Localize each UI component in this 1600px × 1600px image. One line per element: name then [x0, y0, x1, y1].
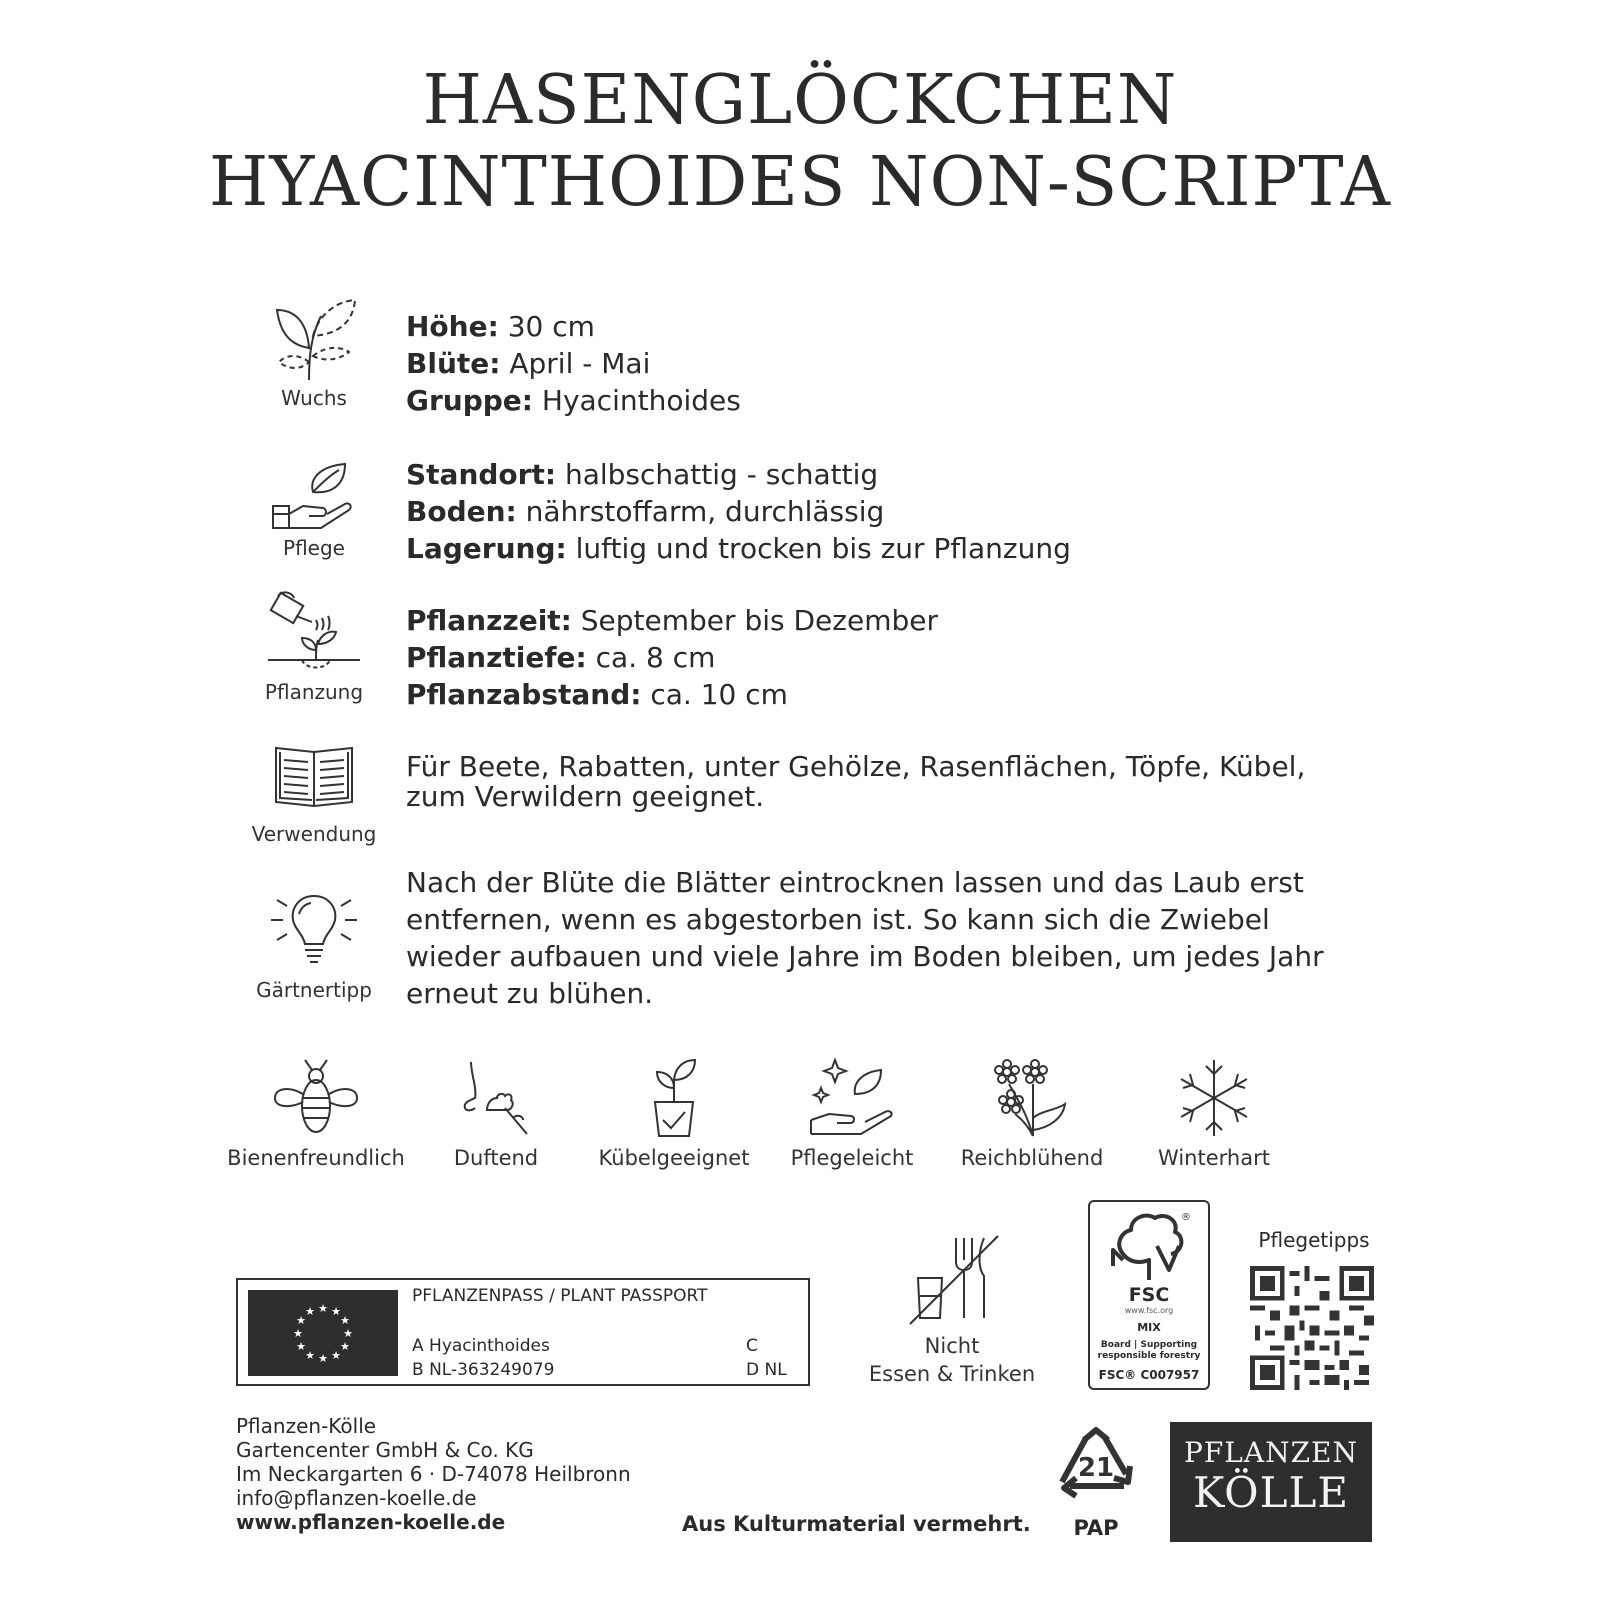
feature-duftend: [406, 1058, 586, 1170]
svg-text:★: ★: [305, 1305, 315, 1318]
brand-line-2: KÖLLE: [1192, 1468, 1350, 1517]
no-food-icon: [902, 1232, 1002, 1328]
feature-kuebelgeeignet: [584, 1058, 764, 1170]
plant-passport: [236, 1278, 810, 1386]
boden-line: [406, 493, 1366, 530]
recycle-number: 21: [1077, 1453, 1115, 1483]
fsc-line-1: Board | Supporting: [1100, 1340, 1198, 1350]
hand-leaf-icon: [269, 462, 359, 532]
hoehe-value: 30 cm: [498, 310, 595, 343]
lagerung-value: luftig und trocken bis zur Pflanzung: [566, 532, 1071, 565]
watering-can-icon: [266, 590, 362, 676]
pflanzung-caption: Pflanzung: [264, 680, 364, 704]
passport-b: B NL-363249079: [412, 1360, 555, 1380]
svg-text:★: ★: [331, 1305, 341, 1318]
pflege-block: [244, 462, 384, 560]
fsc-label: [1088, 1200, 1210, 1390]
bee-icon: [271, 1058, 361, 1138]
address-line-1: Pflanzen-Kölle: [236, 1414, 377, 1438]
not-food-line-2: Essen & Trinken: [868, 1362, 1036, 1386]
feature-bienenfreundlich: [226, 1058, 406, 1170]
bluete-line: [406, 345, 1366, 382]
feature-pflegeleicht: [762, 1058, 942, 1170]
fsc-mix: MIX: [1137, 1321, 1161, 1334]
address-line-3: Im Neckargarten 6 · D-74078 Heilbronn: [236, 1462, 631, 1486]
tipp-caption: Gärtnertipp: [256, 978, 372, 1002]
passport-title: PFLANZENPASS / PLANT PASSPORT: [412, 1286, 708, 1306]
pflanzzeit-value: September bis Dezember: [571, 604, 938, 637]
feature-winterhart: [1124, 1058, 1304, 1170]
svg-text:★: ★: [305, 1349, 315, 1362]
address-line-2: Gartencenter GmbH & Co. KG: [236, 1438, 534, 1462]
feature-reichbluehend: [942, 1058, 1122, 1170]
tipp-details: [406, 864, 1366, 1012]
gruppe-label: Gruppe:: [406, 384, 533, 417]
svg-text:★: ★: [343, 1327, 353, 1340]
svg-text:★: ★: [340, 1314, 350, 1327]
nose-flower-icon: [451, 1058, 541, 1138]
not-food-block: [862, 1232, 1042, 1388]
svg-text:★: ★: [318, 1352, 328, 1365]
passport-c: C: [746, 1336, 758, 1356]
pflanzabstand-line: [406, 676, 1366, 713]
pflege-caption: Pflege: [283, 536, 345, 560]
fsc-url: www.fsc.org: [1124, 1306, 1174, 1315]
address-website: www.pflanzen-koelle.de: [236, 1510, 506, 1534]
boden-value: nährstoffarm, durchlässig: [516, 495, 885, 528]
brand-logo: [1170, 1422, 1372, 1542]
feature-kuebelgeeignet-label: Kübelgeeignet: [598, 1146, 750, 1170]
svg-text:★: ★: [331, 1349, 341, 1362]
svg-text:★: ★: [296, 1340, 306, 1353]
pflanzabstand-label: Pflanzabstand:: [406, 678, 642, 711]
brand-line-1: PFLANZEN: [1184, 1436, 1358, 1469]
verwendung-caption: Verwendung: [251, 822, 377, 846]
lightbulb-icon: [269, 888, 359, 964]
page-title: [0, 60, 1600, 224]
pflanzung-details: [406, 602, 1366, 713]
feature-winterhart-label: Winterhart: [1158, 1146, 1270, 1170]
fsc-tree-icon: [1109, 1210, 1189, 1286]
pflanzabstand-value: ca. 10 cm: [641, 678, 788, 711]
wuchs-block: [244, 296, 384, 410]
gruppe-line: [406, 382, 1366, 419]
address-email: info@pflanzen-koelle.de: [236, 1486, 477, 1510]
recycling-block: [1046, 1426, 1146, 1540]
hoehe-line: [406, 308, 1366, 345]
book-icon: [272, 744, 356, 810]
not-food-line-1: Nicht: [924, 1334, 980, 1358]
verwendung-text: Für Beete, Rabatten, unter Gehölze, Rasenflächen, Töpfe, Kübel, zum Verwildern geeignet.: [406, 750, 1306, 813]
feature-reichbluehend-label: Reichblühend: [960, 1146, 1104, 1170]
fsc-line-2: responsible forestry: [1097, 1351, 1201, 1361]
recycle-icon: [1046, 1426, 1146, 1516]
pflege-details: [406, 456, 1366, 567]
gruppe-value: Hyacinthoides: [533, 384, 741, 417]
wuchs-caption: Wuchs: [281, 386, 347, 410]
feature-bienenfreundlich-label: Bienenfreundlich: [227, 1146, 405, 1170]
boden-label: Boden:: [406, 495, 517, 528]
tipp-block: [244, 888, 384, 1002]
lagerung-label: Lagerung:: [406, 532, 567, 565]
wuchs-details: [406, 308, 1366, 419]
feature-pflegeleicht-label: Pflegeleicht: [790, 1146, 914, 1170]
passport-d: D NL: [746, 1360, 787, 1380]
hoehe-label: Höhe:: [406, 310, 499, 343]
bluete-label: Blüte:: [406, 347, 501, 380]
tipp-text: Nach der Blüte die Blätter eintrocknen lassen und das Laub erst entfernen, wenn es abgestorben ist. So kann sich die Zwiebel wieder aufbauen und viele Jahre im Boden bleiben, um jedes Jahr erneut zu blühen.: [406, 866, 1324, 1010]
svg-text:★: ★: [318, 1302, 328, 1315]
title-line-2: HYACINTHOIDES NON-SCRIPTA: [209, 143, 1391, 222]
passport-a: A Hyacinthoides: [412, 1336, 550, 1356]
pflanztiefe-label: Pflanztiefe:: [406, 641, 587, 674]
eu-stars: [248, 1290, 398, 1376]
verwendung-details: [406, 752, 1366, 812]
plant-leaves-icon: [269, 296, 359, 382]
qr-caption: Pflegetipps: [1258, 1228, 1370, 1252]
flowers-icon: [987, 1058, 1077, 1138]
svg-text:★: ★: [340, 1340, 350, 1353]
feature-duftend-label: Duftend: [453, 1146, 539, 1170]
bluete-value: April - Mai: [500, 347, 651, 380]
svg-text:®: ®: [1181, 1212, 1191, 1223]
pflanztiefe-value: ca. 8 cm: [586, 641, 716, 674]
title-line-1: HASENGLÖCKCHEN: [422, 61, 1178, 140]
company-address: [236, 1414, 631, 1534]
svg-text:★: ★: [293, 1327, 303, 1340]
lagerung-line: [406, 530, 1366, 567]
standort-line: [406, 456, 1366, 493]
pflanzzeit-line: [406, 602, 1366, 639]
pflanzzeit-label: Pflanzzeit:: [406, 604, 572, 637]
svg-text:★: ★: [296, 1314, 306, 1327]
qr-code-icon[interactable]: [1250, 1266, 1374, 1390]
eu-flag-icon: [248, 1290, 398, 1376]
hand-sparkle-icon: [807, 1058, 897, 1138]
snowflake-icon: [1169, 1058, 1259, 1138]
pflanzung-block: [244, 590, 384, 704]
pflanztiefe-line: [406, 639, 1366, 676]
fsc-code: FSC® C007957: [1098, 1368, 1200, 1382]
culture-note: Aus Kulturmaterial vermehrt.: [682, 1512, 1031, 1536]
standort-label: Standort:: [406, 458, 557, 491]
fsc-name: FSC: [1128, 1284, 1170, 1306]
recycle-code: PAP: [1073, 1516, 1119, 1540]
standort-value: halbschattig - schattig: [556, 458, 879, 491]
potted-plant-icon: [629, 1058, 719, 1138]
verwendung-block: [244, 744, 384, 846]
